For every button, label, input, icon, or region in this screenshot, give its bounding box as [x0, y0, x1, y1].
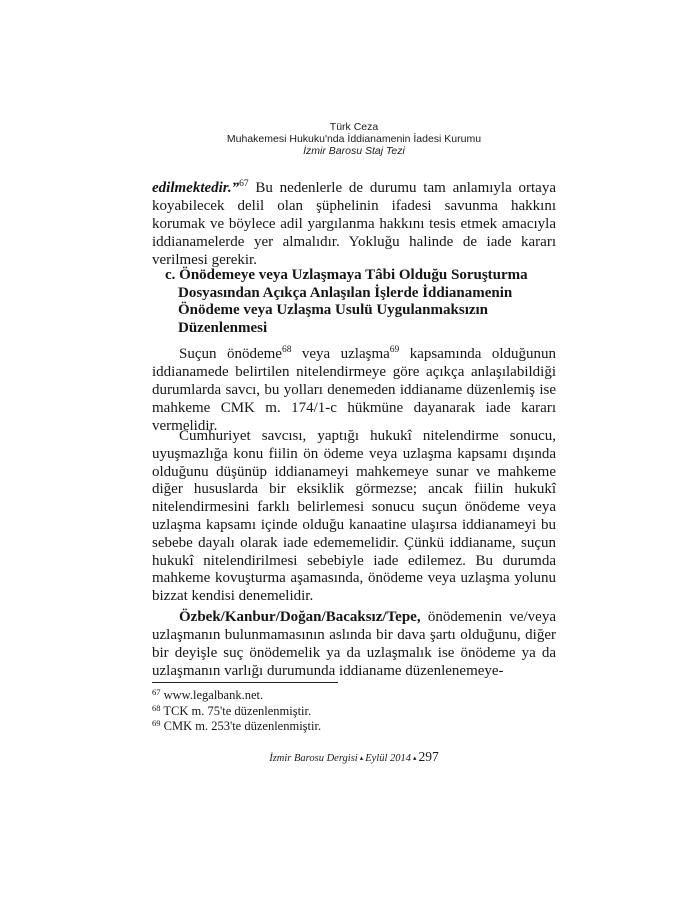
bold-italic-lead: edilmektedir.”: [152, 180, 240, 196]
footnote-69-number: 69: [152, 718, 161, 729]
authors-bold: Özbek/Kanbur/Doğan/Bacaksız/Tepe,: [179, 609, 421, 625]
header-subtitle: İzmir Barosu Staj Tezi: [303, 145, 405, 157]
paragraph-3: [152, 428, 556, 606]
header-title-line-1: Türk Ceza: [329, 121, 379, 133]
footnote-67: [152, 688, 556, 704]
footnote-reference-68: 68: [281, 345, 292, 355]
issue-date: Eylül 2014: [365, 753, 412, 764]
paragraph-1-text: Bu nedenlerle de durumu tam anlamıyla ortaya koyabilecek delil olan şüphelinin ifadesi savunma hakkını korumak ve böylece adil yargılanma hakkını tesis etmek amacıyla iddianamelerde yer almalıdır. Yokluğu halinde de iade kararı verilmesi gerekir.: [152, 180, 556, 268]
paragraph-2: [152, 345, 556, 435]
paragraph-4: [152, 608, 556, 680]
footnote-68: [152, 704, 556, 720]
section-heading-c: [152, 267, 582, 337]
footnote-68-number: 68: [152, 702, 161, 713]
footnote-67-text: www.legalbank.net.: [163, 688, 264, 702]
footnote-separator: [152, 682, 338, 683]
heading-line-1: Önödemeye veya Uzlaşmaya Tâbi Olduğu Soruşturma: [179, 267, 528, 283]
footnotes-section: [152, 676, 556, 735]
footnote-69-text: CMK m. 253'te düzenlenmiştir.: [163, 719, 322, 734]
paragraph-3-text: Cumhuriyet savcısı, yaptığı hukukî nitelendirme sonucu, uyuşmazlığa konu fiilin ön ödeme veya uzlaşma kapsamı dışında olduğunu düşünüp iddianameyi mahkemeye sunar ve mahkeme diğer hususlarda bir eksiklik görmezse; ancak fiilin hukukî nitelendirmesini farklı belirlemesi sonucu suçun önödeme veya uzlaşma kapsamı içinde olduğu kanaatine ulaşırsa iddianameyi bu sebebe dayalı olarak iade edememelidir. Çünkü iddianame, suçun hukukî nitelendirilmesi sebebiyle iade edilemez. Bu durumda mahkeme kovuşturma aşamasında, önödeme veya uzlaşma yolunu bizzat kendisi denemelidir.: [152, 428, 556, 605]
footer-separator-icon: ▴: [413, 753, 417, 762]
footnote-68-text: TCK m. 75'te düzenlenmiştir.: [163, 703, 312, 718]
paragraph-2-text: kapsamında olduğunun iddianamede belirtilen nitelendirmeye göre açıkça anlaşılabildiği durumlarda savcı, bu yolları denemeden iddianame düzenlemiş ise mahkeme CMK m. 174/1-c hükmüne dayanarak iade kararı vermelidir.: [152, 346, 556, 434]
paragraph-2-text: veya uzlaşma: [291, 346, 390, 362]
heading-line-4: Düzenlenmesi: [178, 319, 268, 336]
footnote-67-number: 67: [152, 687, 161, 697]
page-header: [152, 121, 556, 157]
journal-name: İzmir Barosu Dergisi: [269, 753, 358, 764]
paragraph-1: [152, 179, 556, 269]
paragraph-2-text: Suçun önödeme: [179, 346, 282, 362]
paragraph-4-text: önödemenin ve/veya uzlaşmanın bulunmamasının aslında bir dava şartı olduğunu, diğer bir deyişle suç önödemelik ya da uzlaşmalık ise önödeme ya da uzlaşmanın varlığı durumunda iddianame düzenlenemeye-: [152, 609, 556, 679]
footnote-reference-67: 67: [239, 179, 249, 189]
heading-line-2: Dosyasından Açıkça Anlaşılan İşlerde İddianamenin: [178, 284, 513, 301]
heading-line-3: Önödeme veya Uzlaşma Usulü Uygulanmaksızın: [178, 302, 489, 318]
footer-separator-icon: ▴: [359, 753, 364, 762]
footnote-reference-69: 69: [389, 345, 400, 355]
page-number: 297: [418, 749, 439, 764]
heading-marker: c.: [165, 267, 176, 283]
footnote-69: [152, 719, 556, 735]
page-footer: [152, 749, 556, 765]
header-title-line-2: Muhakemesi Hukuku'nda İddianamenin İadesi Kurumu: [226, 133, 482, 145]
